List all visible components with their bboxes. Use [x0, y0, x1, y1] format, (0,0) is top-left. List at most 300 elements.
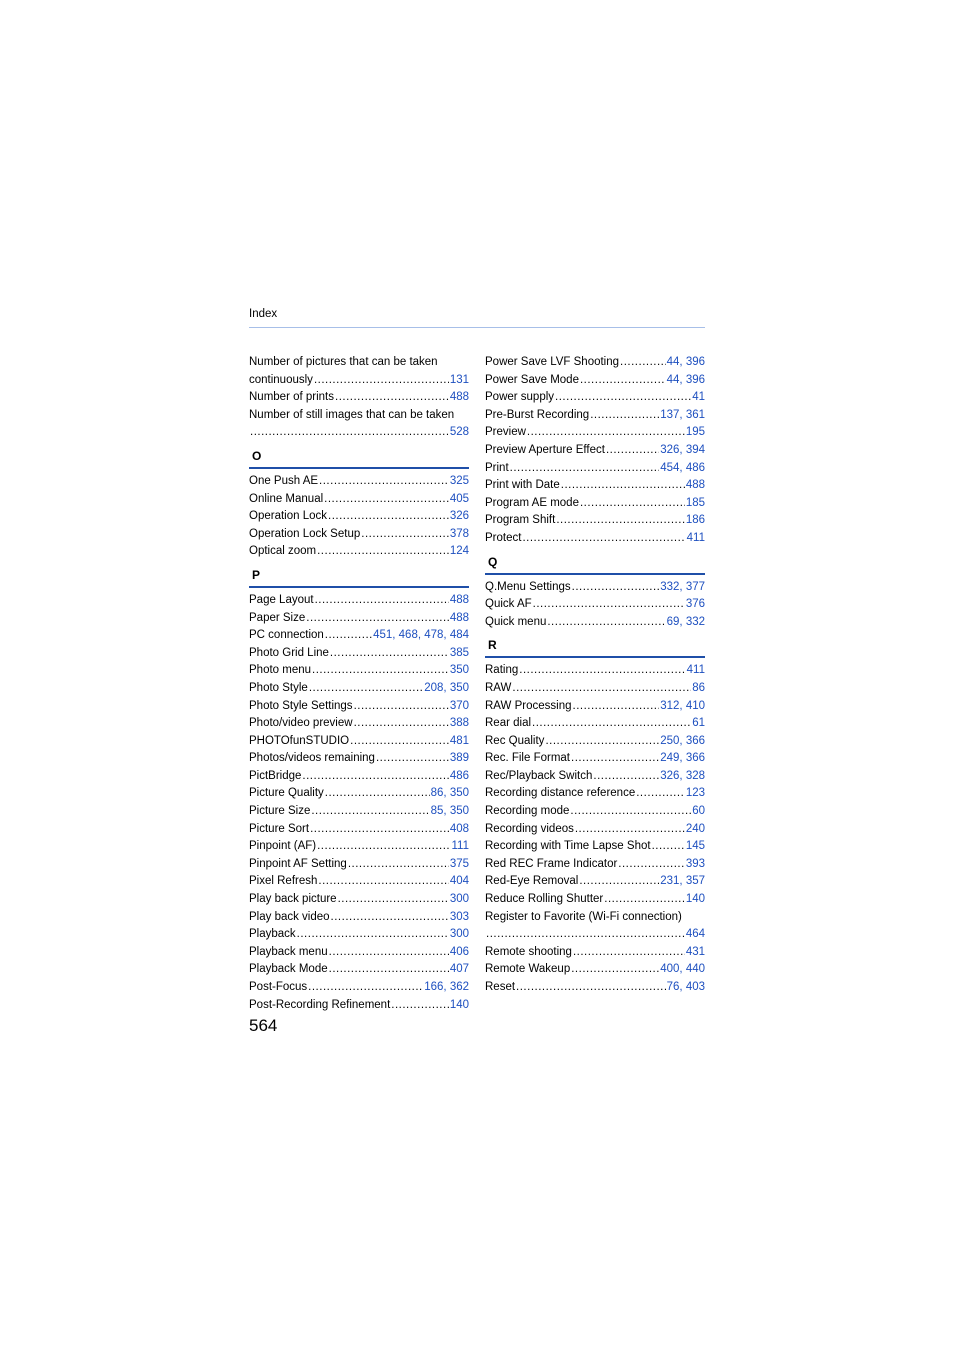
- page-link[interactable]: 375: [449, 857, 469, 870]
- dot-leader: [636, 785, 685, 803]
- page-link[interactable]: 86: [430, 787, 444, 800]
- index-entry-label-line: Register to Favorite (Wi-Fi connection): [485, 910, 682, 923]
- index-entry-label: Recording with Time Lapse Shot: [485, 840, 651, 853]
- page-link[interactable]: 300: [449, 928, 469, 941]
- index-entry-label: Play back picture: [249, 893, 337, 906]
- dot-leader: [570, 803, 691, 821]
- dot-leader: [329, 944, 449, 962]
- index-entry-pages: 326, 394: [660, 443, 705, 456]
- index-entry: [485, 512, 705, 530]
- page-link[interactable]: 231: [660, 875, 680, 888]
- dot-leader: [312, 662, 449, 680]
- page-link[interactable]: 400: [660, 963, 680, 976]
- section-letter: Q: [488, 554, 498, 569]
- dot-leader: [338, 891, 449, 909]
- page-link[interactable]: 408: [449, 822, 469, 835]
- index-entry-pages: 137, 361: [660, 408, 705, 421]
- index-entry-label: Power Save LVF Shooting: [485, 356, 620, 368]
- page-link[interactable]: 431: [685, 945, 705, 958]
- index-entry: [249, 803, 469, 821]
- index-entry-pages: 451, 468, 478, 484: [373, 629, 469, 642]
- index-entry: [485, 354, 705, 372]
- page-link[interactable]: 140: [685, 893, 705, 906]
- dot-leader: [302, 768, 448, 786]
- dot-leader: [606, 442, 659, 460]
- dot-leader: [330, 645, 449, 663]
- index-entry-pages: [686, 785, 705, 803]
- index-column-left: [249, 354, 469, 1014]
- index-entry-pages: 454, 486: [660, 461, 705, 474]
- dot-leader: [580, 372, 666, 390]
- page-link[interactable]: 326: [449, 510, 469, 523]
- page-link[interactable]: 44: [666, 373, 680, 386]
- page-link[interactable]: 370: [449, 699, 469, 712]
- index-entry-label: Recording mode: [485, 805, 570, 818]
- page-link[interactable]: 366: [685, 752, 705, 765]
- index-entry-label: Recording distance reference: [485, 787, 636, 800]
- dot-leader: [571, 961, 659, 979]
- index-entry: [249, 961, 469, 979]
- index-entry-label: Quick menu: [485, 615, 547, 628]
- page-link[interactable]: 240: [685, 822, 705, 835]
- index-entry-label: Rating: [485, 664, 519, 677]
- page-link[interactable]: 393: [685, 857, 705, 870]
- index-entry-label: Remote shooting: [485, 945, 572, 958]
- dot-leader: [522, 530, 685, 548]
- index-entry-label: Rear dial: [485, 717, 532, 730]
- index-entry-pages: [450, 473, 469, 491]
- index-entry-label: Post-Recording Refinement: [249, 998, 391, 1011]
- page-link[interactable]: 405: [449, 492, 469, 505]
- dot-leader: [317, 838, 450, 856]
- page-link[interactable]: 312: [660, 699, 680, 712]
- index-entry-pages: [450, 491, 469, 509]
- index-entry-label: Photo/video preview: [249, 717, 353, 730]
- dot-leader: [325, 785, 430, 803]
- index-entry-pages: [686, 477, 705, 495]
- index-entry: [485, 856, 705, 874]
- page-link[interactable]: 385: [449, 646, 469, 659]
- index-entry: [249, 856, 469, 874]
- index-entry: [485, 442, 705, 460]
- index-entry: [249, 424, 469, 442]
- index-entry: [485, 979, 705, 997]
- index-entry-label: Red-Eye Removal: [485, 875, 579, 888]
- page-link[interactable]: 208: [424, 681, 444, 694]
- page-link[interactable]: 326: [660, 443, 680, 456]
- dot-leader: [319, 473, 449, 491]
- index-entry-label: Print with Date: [485, 479, 560, 492]
- index-entry: [485, 530, 705, 548]
- index-entry-pages: 208, 350: [424, 681, 469, 694]
- index-entry: [485, 944, 705, 962]
- page-link[interactable]: 131: [449, 373, 469, 386]
- index-entry-pages: [686, 856, 705, 874]
- index-entry-label: PHOTOfunSTUDIO: [249, 734, 350, 747]
- index-entry-pages: [450, 926, 469, 944]
- page-link[interactable]: 166: [424, 981, 444, 993]
- index-entry: [485, 596, 705, 614]
- index-entry-pages: [450, 997, 469, 1015]
- page-link[interactable]: 124: [449, 545, 469, 558]
- page-link[interactable]: 388: [449, 717, 469, 730]
- index-entry-label: Playback menu: [249, 945, 328, 958]
- index-entry-label: Photo Style Settings: [249, 699, 353, 712]
- index-entry: [249, 873, 469, 891]
- dot-leader: [571, 750, 659, 768]
- index-entry: [485, 768, 705, 786]
- page-link[interactable]: 303: [449, 910, 469, 923]
- page-link[interactable]: 60: [692, 805, 705, 818]
- page-link[interactable]: 406: [449, 945, 469, 958]
- page-link[interactable]: 41: [692, 391, 705, 404]
- page-link[interactable]: 378: [449, 527, 469, 540]
- index-entry: [249, 508, 469, 526]
- index-entry-label: Playback: [249, 928, 296, 941]
- index-entry-label: PC connection: [249, 629, 324, 642]
- index-entry-pages: [450, 944, 469, 962]
- page-link[interactable]: 350: [449, 681, 469, 694]
- page-link[interactable]: 411: [686, 664, 705, 677]
- index-column-right: [485, 354, 705, 997]
- dot-leader: [579, 873, 659, 891]
- page-link[interactable]: 361: [685, 408, 705, 421]
- index-entry-label: Pixel Refresh: [249, 875, 318, 888]
- page-link[interactable]: 411: [686, 531, 705, 544]
- page-link[interactable]: 69: [666, 615, 680, 628]
- page-link[interactable]: 326: [660, 769, 680, 782]
- page-link[interactable]: 404: [449, 875, 469, 888]
- index-entry: [249, 473, 469, 491]
- page-link[interactable]: 300: [449, 893, 469, 906]
- page-link[interactable]: 250: [660, 734, 680, 747]
- page-link[interactable]: 362: [449, 981, 469, 993]
- dot-leader: [555, 389, 691, 407]
- section-divider: [485, 656, 705, 658]
- index-entry-label-line: Number of still images that can be taken: [249, 408, 455, 421]
- index-entry-pages: [450, 856, 469, 874]
- dot-leader: [575, 821, 685, 839]
- dot-leader: [519, 662, 685, 680]
- index-entry-pages: 44, 396: [666, 373, 705, 386]
- page-link[interactable]: 357: [685, 875, 705, 888]
- dot-leader: [572, 579, 660, 597]
- index-entry-pages: [686, 891, 705, 909]
- dot-leader: [350, 733, 449, 751]
- index-entry-pages: [686, 944, 705, 962]
- index-entry-pages: [686, 821, 705, 839]
- index-entry-label: Playback Mode: [249, 963, 328, 976]
- index-entry-pages: [450, 821, 469, 839]
- index-entry: [485, 495, 705, 513]
- page-link[interactable]: 44: [666, 356, 680, 368]
- index-entry-label: Pinpoint AF Setting: [249, 857, 347, 870]
- dot-leader: [354, 698, 449, 716]
- index-entry: [485, 698, 705, 716]
- dot-leader: [573, 698, 660, 716]
- dot-leader: [311, 803, 429, 821]
- page-header-title: Index: [249, 308, 278, 320]
- page-link[interactable]: 350: [449, 787, 469, 800]
- page-link[interactable]: 394: [685, 443, 705, 456]
- index-entry-pages: [450, 715, 469, 733]
- dot-leader: [580, 495, 685, 513]
- index-entry: [249, 610, 469, 628]
- page-link[interactable]: 328: [685, 769, 705, 782]
- page-link[interactable]: 350: [449, 805, 469, 818]
- page-link[interactable]: 410: [685, 699, 705, 712]
- dot-leader: [354, 715, 449, 733]
- index-entry-label: Remote Wakeup: [485, 963, 571, 976]
- index-entry-pages: 231, 357: [660, 875, 705, 888]
- index-entry-label: Play back video: [249, 910, 330, 923]
- page-link[interactable]: 249: [660, 752, 680, 765]
- index-entry: [249, 838, 469, 856]
- page-link[interactable]: 407: [449, 963, 469, 976]
- index-entry-label: Photo Grid Line: [249, 646, 329, 659]
- index-entry-label: Photo menu: [249, 664, 312, 677]
- dot-leader: [318, 873, 448, 891]
- index-entry-pages: [692, 715, 705, 733]
- index-entry-pages: [692, 389, 705, 407]
- index-entry-label: Q.Menu Settings: [485, 580, 571, 593]
- dot-leader: [308, 979, 423, 997]
- page-link[interactable]: 86: [692, 681, 705, 694]
- dot-leader: [532, 715, 691, 733]
- dot-leader: [310, 821, 449, 839]
- page-link[interactable]: 145: [685, 840, 705, 853]
- index-entry: [249, 891, 469, 909]
- dot-leader: [486, 926, 685, 944]
- index-entry-pages: [686, 512, 705, 530]
- index-entry-label: Reduce Rolling Shutter: [485, 893, 604, 906]
- index-entry: [485, 579, 705, 597]
- index-entry: [249, 715, 469, 733]
- page-link[interactable]: 185: [685, 496, 705, 509]
- dot-leader: [556, 512, 685, 530]
- index-entry-label: Picture Quality: [249, 787, 324, 800]
- dot-leader: [561, 477, 685, 495]
- index-section-header: [249, 447, 469, 469]
- dot-leader: [317, 543, 449, 561]
- index-entry: [249, 645, 469, 663]
- page-link[interactable]: 389: [449, 752, 469, 765]
- dot-leader: [306, 610, 449, 628]
- index-entry: [485, 662, 705, 680]
- index-entry-pages: [450, 610, 469, 628]
- index-entry-pages: [450, 372, 469, 390]
- index-entry: [249, 926, 469, 944]
- index-entry-pages: [687, 530, 705, 548]
- page-link[interactable]: 376: [685, 598, 705, 611]
- index-entry: [485, 407, 705, 425]
- index-entry: [249, 909, 469, 927]
- index-entry: [485, 372, 705, 390]
- index-entry-label: continuously: [249, 373, 313, 386]
- page-link[interactable]: 440: [685, 963, 705, 976]
- header-divider: [249, 327, 705, 328]
- page-link[interactable]: 123: [685, 787, 705, 800]
- index-entry: [249, 680, 469, 698]
- index-entry: [249, 821, 469, 839]
- index-entry: [485, 961, 705, 979]
- section-divider: [249, 586, 469, 588]
- index-entry-pages: 86, 350: [430, 787, 469, 800]
- index-entry-pages: [450, 768, 469, 786]
- page-link[interactable]: 488: [449, 391, 469, 404]
- index-entry-pages: [450, 543, 469, 561]
- index-entry-label: Post-Focus: [249, 981, 308, 993]
- index-entry-pages: [450, 592, 469, 610]
- index-entry: [485, 389, 705, 407]
- page-link[interactable]: 332: [660, 580, 680, 593]
- dot-leader: [604, 891, 685, 909]
- dot-leader: [309, 680, 423, 698]
- index-entry-pages: [687, 662, 705, 680]
- dot-leader: [314, 372, 449, 390]
- index-entry-label: Operation Lock: [249, 510, 327, 523]
- page-link[interactable]: 396: [685, 356, 705, 368]
- index-entry-label: Preview Aperture Effect: [485, 443, 605, 456]
- page-link[interactable]: 85: [430, 805, 444, 818]
- index-entry: [249, 491, 469, 509]
- index-entry-pages: [686, 838, 705, 856]
- index-entry-label: Photo Style: [249, 681, 308, 694]
- dot-leader: [331, 909, 449, 927]
- index-entry: [249, 997, 469, 1015]
- index-entry-pages: [686, 596, 705, 614]
- dot-leader: [250, 424, 449, 442]
- index-entry-label: Pinpoint (AF): [249, 840, 317, 853]
- page-link[interactable]: 488: [449, 593, 469, 606]
- index-entry-label: Print: [485, 461, 509, 474]
- index-entry-label-line: Number of pictures that can be taken: [249, 356, 438, 368]
- index-entry-pages: [686, 926, 705, 944]
- index-entry: [485, 838, 705, 856]
- index-entry-label: Rec. File Format: [485, 752, 570, 765]
- page-link[interactable]: 140: [449, 998, 469, 1011]
- index-entry: [249, 627, 469, 645]
- dot-leader: [512, 680, 691, 698]
- index-entry-label: Paper Size: [249, 611, 306, 624]
- index-entry-label: Online Manual: [249, 492, 324, 505]
- page-link[interactable]: 325: [449, 474, 469, 487]
- dot-leader: [593, 768, 659, 786]
- page-link[interactable]: 195: [685, 426, 705, 439]
- index-entry-label: Operation Lock Setup: [249, 527, 361, 540]
- dot-leader: [516, 979, 666, 997]
- page-link[interactable]: 488: [685, 479, 705, 492]
- index-entry-pages: [450, 698, 469, 716]
- page-link[interactable]: 464: [685, 928, 705, 941]
- index-entry: [485, 614, 705, 632]
- page-link[interactable]: 478: [424, 629, 444, 642]
- dot-leader: [324, 491, 449, 509]
- index-entry-label: Protect: [485, 531, 522, 544]
- index-section-header: [249, 566, 469, 588]
- index-entry: [249, 543, 469, 561]
- page-link[interactable]: 332: [685, 615, 705, 628]
- index-entry-label: Optical zoom: [249, 545, 317, 558]
- index-entry-pages: [450, 909, 469, 927]
- index-entry-label: One Push AE: [249, 474, 319, 487]
- dot-leader: [376, 750, 449, 768]
- index-entry-pages: 400, 440: [660, 963, 705, 976]
- section-divider: [485, 573, 705, 575]
- page-link[interactable]: 377: [685, 580, 705, 593]
- index-entry-label: Program Shift: [485, 514, 556, 527]
- index-entry: [249, 662, 469, 680]
- page-link[interactable]: 454: [660, 461, 680, 474]
- page-link[interactable]: 366: [685, 734, 705, 747]
- page-link[interactable]: 396: [685, 373, 705, 386]
- index-entry: [485, 785, 705, 803]
- section-letter: P: [252, 567, 261, 582]
- index-entry-label: Reset: [485, 981, 516, 993]
- index-entry-pages: 69, 332: [666, 615, 705, 628]
- index-entry-label: Photos/videos remaining: [249, 752, 375, 765]
- page-link[interactable]: 111: [451, 840, 469, 853]
- page-link[interactable]: 486: [685, 461, 705, 474]
- index-entry: [249, 372, 469, 390]
- page-link[interactable]: 61: [692, 717, 705, 730]
- page-link[interactable]: 481: [449, 734, 469, 747]
- page-link[interactable]: 484: [449, 629, 469, 642]
- dot-leader: [348, 856, 449, 874]
- index-entry-label: Program AE mode: [485, 496, 579, 509]
- dot-leader: [510, 460, 660, 478]
- page-link[interactable]: 76: [666, 981, 680, 993]
- index-entry-pages: [686, 424, 705, 442]
- index-entry-pages: [450, 750, 469, 768]
- page-link[interactable]: 486: [449, 769, 469, 782]
- page-link[interactable]: 403: [685, 981, 705, 993]
- index-entry-label: Page Layout: [249, 593, 314, 606]
- index-entry-pages: 44, 396: [666, 356, 705, 368]
- index-entry: [485, 873, 705, 891]
- section-divider: [249, 467, 469, 469]
- index-entry-label: PictBridge: [249, 769, 302, 782]
- index-entry: [249, 750, 469, 768]
- page-link[interactable]: 451: [373, 629, 393, 642]
- page-link[interactable]: 350: [449, 664, 469, 677]
- index-entry: [249, 526, 469, 544]
- page-link[interactable]: 186: [685, 514, 705, 527]
- index-entry-label: Rec Quality: [485, 734, 545, 747]
- index-entry-label: Recording videos: [485, 822, 574, 835]
- index-entry-pages: [450, 873, 469, 891]
- index-entry-pages: 326, 328: [660, 769, 705, 782]
- index-entry-pages: [450, 662, 469, 680]
- index-section-header: [485, 553, 705, 575]
- dot-leader: [618, 856, 685, 874]
- index-entry: [485, 821, 705, 839]
- page-link[interactable]: 468: [398, 629, 418, 642]
- dot-leader: [547, 614, 665, 632]
- index-entry: [485, 750, 705, 768]
- page-link[interactable]: 488: [449, 611, 469, 624]
- page-link[interactable]: 528: [449, 426, 469, 439]
- index-entry-label: Pre-Burst Recording: [485, 408, 590, 421]
- index-entry-pages: [450, 424, 469, 442]
- index-entry-pages: [450, 733, 469, 751]
- index-entry: [249, 768, 469, 786]
- index-entry-label: Picture Sort: [249, 822, 310, 835]
- index-entry-pages: [450, 891, 469, 909]
- page-link[interactable]: 137: [660, 408, 680, 421]
- index-entry-pages: 249, 366: [660, 752, 705, 765]
- index-entry: [485, 733, 705, 751]
